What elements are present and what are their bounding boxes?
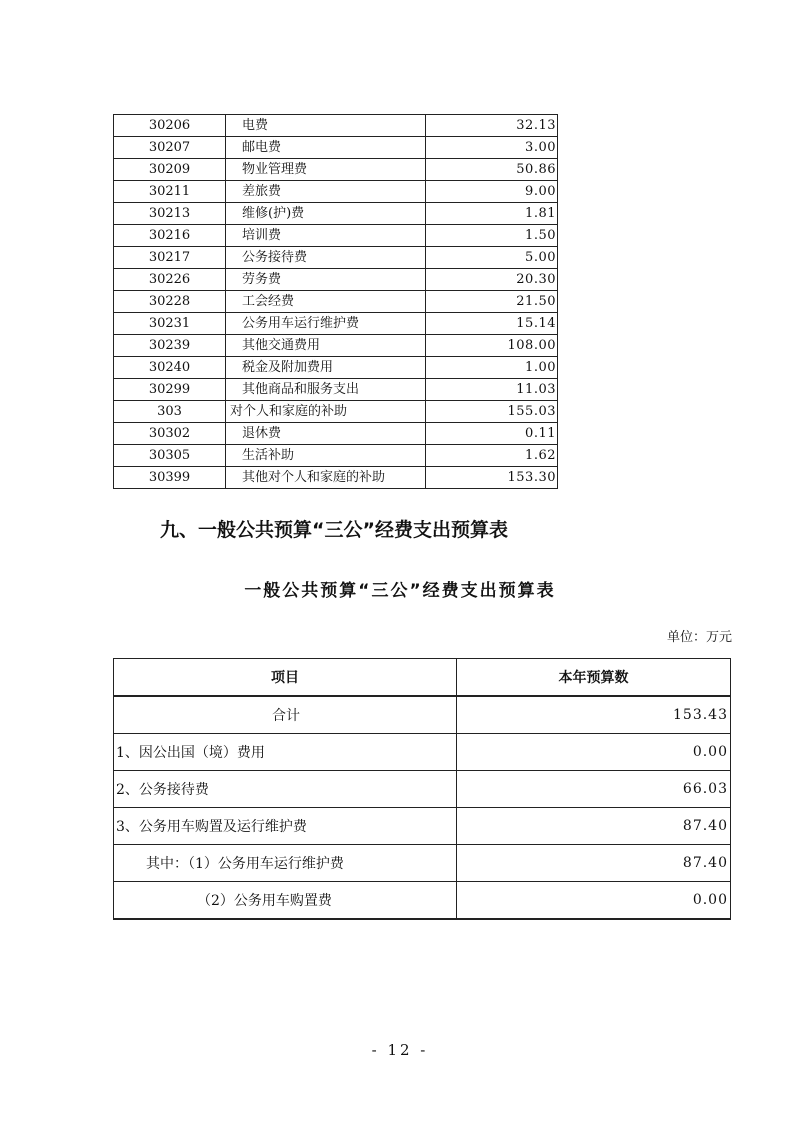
- code-cell: 30207: [114, 137, 226, 159]
- table-row: [114, 159, 558, 181]
- table-row: [114, 137, 558, 159]
- table-row: [114, 203, 558, 225]
- three-public-expenses-body: [114, 696, 731, 919]
- amount-cell: 1.00: [426, 357, 558, 379]
- item-label: 3、公务用车购置及运行维护费: [114, 808, 457, 845]
- name-cell: 维修(护)费: [226, 203, 426, 225]
- amount-cell: 1.62: [426, 445, 558, 467]
- name-cell: 其他商品和服务支出: [226, 379, 426, 401]
- amount-cell: 0.11: [426, 423, 558, 445]
- amount-cell: 32.13: [426, 115, 558, 137]
- name-cell: 其他对个人和家庭的补助: [226, 467, 426, 489]
- table-row: [114, 423, 558, 445]
- table-row: [114, 313, 558, 335]
- name-cell: 公务用车运行维护费: [226, 313, 426, 335]
- item-label: 合计: [114, 696, 457, 734]
- table-header: [114, 659, 731, 697]
- section-heading: 九、一般公共预算“三公”经费支出预算表: [160, 519, 508, 541]
- code-cell: 30216: [114, 225, 226, 247]
- table-row: [114, 181, 558, 203]
- table-row: [114, 335, 558, 357]
- item-label: （2）公务用车购置费: [114, 882, 457, 920]
- code-cell: 30231: [114, 313, 226, 335]
- header-row: [114, 659, 731, 697]
- item-value: 66.03: [457, 771, 731, 808]
- name-cell: 退休费: [226, 423, 426, 445]
- code-cell: 30209: [114, 159, 226, 181]
- name-cell: 生活补助: [226, 445, 426, 467]
- name-cell: 差旅费: [226, 181, 426, 203]
- code-cell: 30302: [114, 423, 226, 445]
- table-row: [114, 269, 558, 291]
- code-cell: 30399: [114, 467, 226, 489]
- code-cell: 30211: [114, 181, 226, 203]
- name-cell: 电费: [226, 115, 426, 137]
- table-row: [114, 115, 558, 137]
- three-public-expenses-table: [113, 658, 731, 920]
- name-cell: 培训费: [226, 225, 426, 247]
- amount-cell: 108.00: [426, 335, 558, 357]
- header-value: 本年预算数: [457, 659, 731, 697]
- name-cell: 物业管理费: [226, 159, 426, 181]
- table-row: [114, 845, 731, 882]
- name-cell: 公务接待费: [226, 247, 426, 269]
- amount-cell: 21.50: [426, 291, 558, 313]
- amount-cell: 20.30: [426, 269, 558, 291]
- code-cell: 303: [114, 401, 226, 423]
- code-cell: 30206: [114, 115, 226, 137]
- table-row: [114, 247, 558, 269]
- item-value: 87.40: [457, 845, 731, 882]
- name-cell: 邮电费: [226, 137, 426, 159]
- table-row: [114, 696, 731, 734]
- item-label: 2、公务接待费: [114, 771, 457, 808]
- table-row: [114, 771, 731, 808]
- table-row: [114, 467, 558, 489]
- table-row: [114, 357, 558, 379]
- amount-cell: 1.81: [426, 203, 558, 225]
- table-row: [114, 808, 731, 845]
- amount-cell: 5.00: [426, 247, 558, 269]
- table-row: [114, 734, 731, 771]
- economic-classification-body: [114, 115, 558, 489]
- item-label: 1、因公出国（境）费用: [114, 734, 457, 771]
- table-row: [114, 291, 558, 313]
- item-value: 87.40: [457, 808, 731, 845]
- code-cell: 30228: [114, 291, 226, 313]
- amount-cell: 15.14: [426, 313, 558, 335]
- amount-cell: 3.00: [426, 137, 558, 159]
- code-cell: 30299: [114, 379, 226, 401]
- amount-cell: 9.00: [426, 181, 558, 203]
- item-value: 153.43: [457, 696, 731, 734]
- code-cell: 30226: [114, 269, 226, 291]
- table-row: [114, 401, 558, 423]
- item-value: 0.00: [457, 882, 731, 920]
- header-item: 项目: [114, 659, 457, 697]
- amount-cell: 11.03: [426, 379, 558, 401]
- table-title: 一般公共预算“三公”经费支出预算表: [244, 581, 556, 601]
- amount-cell: 1.50: [426, 225, 558, 247]
- code-cell: 30305: [114, 445, 226, 467]
- table-row: [114, 445, 558, 467]
- name-cell: 对个人和家庭的补助: [226, 401, 426, 423]
- item-label: 其中：（1）公务用车运行维护费: [114, 845, 457, 882]
- unit-label: 单位：万元: [666, 630, 732, 645]
- code-cell: 30217: [114, 247, 226, 269]
- code-cell: 30239: [114, 335, 226, 357]
- amount-cell: 153.30: [426, 467, 558, 489]
- amount-cell: 155.03: [426, 401, 558, 423]
- name-cell: 税金及附加费用: [226, 357, 426, 379]
- table-row: [114, 225, 558, 247]
- page-number: - 12 -: [371, 1041, 429, 1059]
- item-value: 0.00: [457, 734, 731, 771]
- economic-classification-table: [113, 114, 558, 489]
- table-row: [114, 882, 731, 920]
- table-row: [114, 379, 558, 401]
- name-cell: 其他交通费用: [226, 335, 426, 357]
- code-cell: 30213: [114, 203, 226, 225]
- code-cell: 30240: [114, 357, 226, 379]
- name-cell: 劳务费: [226, 269, 426, 291]
- amount-cell: 50.86: [426, 159, 558, 181]
- name-cell: 工会经费: [226, 291, 426, 313]
